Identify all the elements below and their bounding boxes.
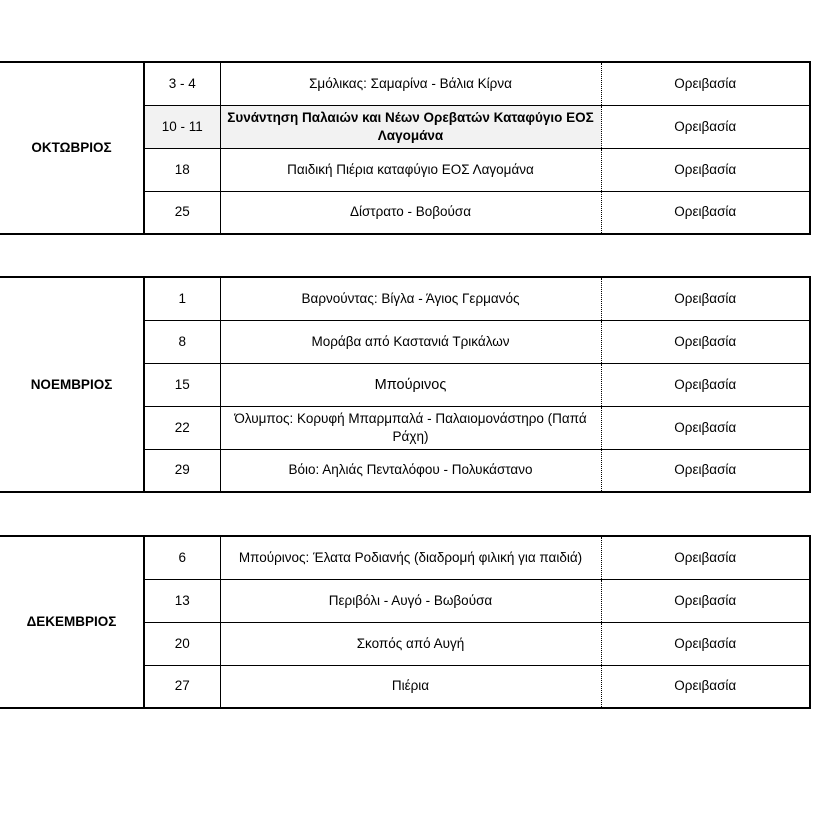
event-date: 10 - 11 (144, 105, 220, 148)
event-date: 29 (144, 449, 220, 492)
event-place: Σκοπός από Αυγή (220, 622, 601, 665)
event-type: Ορειβασία (601, 320, 810, 363)
event-type: Ορειβασία (601, 191, 810, 234)
event-type: Ορειβασία (601, 536, 810, 579)
event-place: Βαρνούντας: Βίγλα - Άγιος Γερμανός (220, 277, 601, 320)
table-row (0, 62, 810, 105)
event-type: Ορειβασία (601, 277, 810, 320)
event-type: Ορειβασία (601, 105, 810, 148)
event-date: 3 - 4 (144, 62, 220, 105)
event-type: Ορειβασία (601, 363, 810, 406)
month-name: ΔΕΚΕΜΒΡΙΟΣ (0, 536, 144, 708)
event-place: Βόιο: Αηλιάς Πενταλόφου - Πολυκάστανο (220, 449, 601, 492)
event-place: Όλυμπος: Κορυφή Μπαρμπαλά - Παλαιομονάστηρο (Παπά Ράχη) (220, 406, 601, 449)
event-type: Ορειβασία (601, 665, 810, 708)
month-table-december (0, 535, 811, 709)
event-date: 27 (144, 665, 220, 708)
event-place: Παιδική Πιέρια καταφύγιο ΕΟΣ Λαγομάνα (220, 148, 601, 191)
month-table-october (0, 61, 811, 235)
event-date: 20 (144, 622, 220, 665)
event-place: Περιβόλι - Αυγό - Βωβούσα (220, 579, 601, 622)
event-date: 15 (144, 363, 220, 406)
month-name: ΝΟΕΜΒΡΙΟΣ (0, 277, 144, 492)
event-type: Ορειβασία (601, 622, 810, 665)
event-date: 25 (144, 191, 220, 234)
event-type: Ορειβασία (601, 449, 810, 492)
table-row (0, 277, 810, 320)
table-row (0, 536, 810, 579)
month-table-november (0, 276, 811, 493)
event-place: Σμόλικας: Σαμαρίνα - Βάλια Κίρνα (220, 62, 601, 105)
event-place: Μπούρινος: Έλατα Ροδιανής (διαδρομή φιλική για παιδιά) (220, 536, 601, 579)
event-date: 8 (144, 320, 220, 363)
event-place: Μπούρινος (220, 363, 601, 406)
event-date: 1 (144, 277, 220, 320)
event-place: Δίστρατο - Βοβούσα (220, 191, 601, 234)
event-place: Μοράβα από Καστανιά Τρικάλων (220, 320, 601, 363)
event-date: 18 (144, 148, 220, 191)
event-date: 22 (144, 406, 220, 449)
event-date: 6 (144, 536, 220, 579)
month-name: ΟΚΤΩΒΡΙΟΣ (0, 62, 144, 234)
event-type: Ορειβασία (601, 579, 810, 622)
event-place: Συνάντηση Παλαιών και Νέων Ορεβατών Καταφύγιο ΕΟΣ Λαγομάνα (220, 105, 601, 148)
event-place: Πιέρια (220, 665, 601, 708)
event-type: Ορειβασία (601, 148, 810, 191)
event-type: Ορειβασία (601, 406, 810, 449)
event-type: Ορειβασία (601, 62, 810, 105)
event-date: 13 (144, 579, 220, 622)
